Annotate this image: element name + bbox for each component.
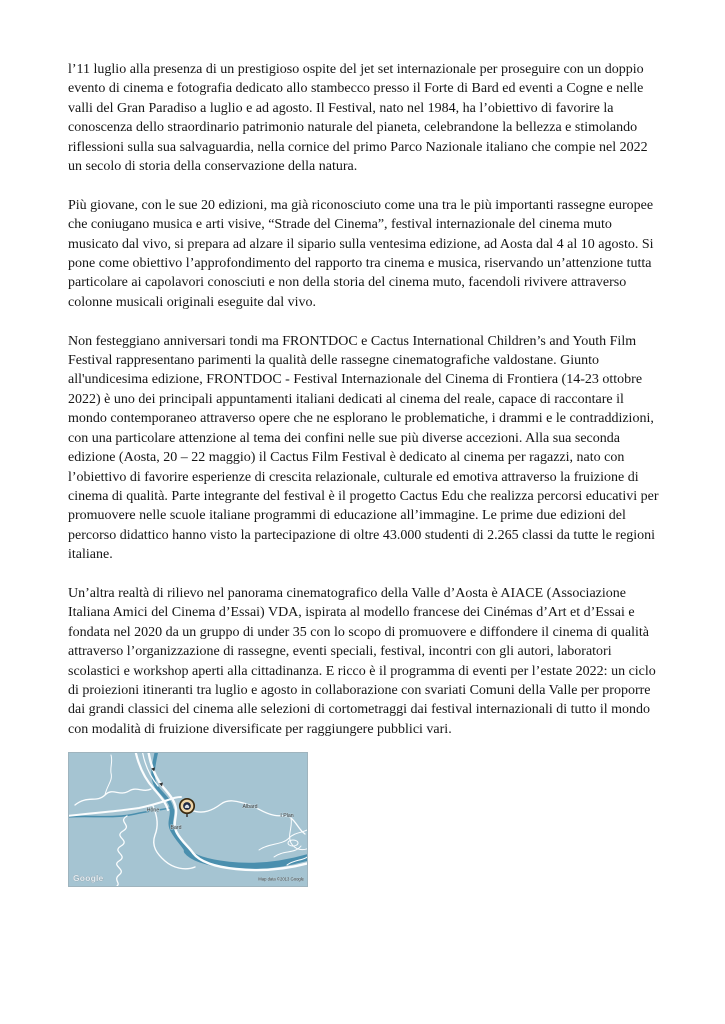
google-logo-icon: Google bbox=[73, 873, 104, 883]
map-image[interactable] bbox=[68, 752, 308, 887]
map-label-albard: Albard bbox=[242, 804, 258, 810]
map-attribution: Map data ©2013 Google bbox=[258, 876, 304, 882]
paragraph-gran-paradiso-festival: l’11 luglio alla presenza di un prestigioso ospite del jet set internazionale per proseguire con un doppio evento di cinema e fotografia dedicato allo stambecco presso il Forte di Bard ed eventi a Cogne e nelle valli del Gran Paradiso a luglio e ad agosto. Il Festival, nato nel 1984, ha l’obiettivo di favorire la conoscenza dello straordinario patrimonio naturale del pianeta, celebrandone la bellezza e stimolando riflessioni sulla sua salvaguardia, nella cornice del primo Parco Nazionale italiano che compie nel 2022 un secolo di storia della conservazione della natura. bbox=[68, 62, 648, 175]
map-label-plan: I Plan bbox=[280, 813, 294, 819]
map-label-hone: Hône bbox=[146, 807, 160, 814]
map-label-bard: Bard bbox=[170, 825, 182, 831]
paragraph-aiace: Un’altra realtà di rilievo nel panorama cinematografico della Valle d’Aosta è AIACE (Associazione Italiana Amici del Cinema d’Essai) VDA, ispirata al modello francese dei Cinémas d’Art et d’Essai e fondata nel 2020 da un gruppo di under 35 con lo scopo di promuovere e diffondere il cinema di qualità attraverso l’organizzazione di rassegne, eventi speciali, festival, incontri con gli autori, laboratori scolastici e workshop aperti alla cittadinanza. E ricco è il programma di eventi per l’estate 2022: un ciclo di proiezioni itineranti tra luglio e agosto in collaborazione con svariati Comuni della Valle per proporre dai grandi classici del cinema alle selezioni di cortometraggi dai festival internazionali di tutto il mondo con modalità di fruizione diversificate per raggiungere pubblici vari. bbox=[68, 585, 656, 737]
map-svg bbox=[69, 753, 307, 886]
paragraph-frontdoc-cactus: Non festeggiano anniversari tondi ma FRONTDOC e Cactus International Children’s and Youth Film Festival rappresentano parimenti la qualità delle rassegne cinematografiche valdostane. Giunto all'undicesima edizione, FRONTDOC - Festival Internazionale del Cinema di Frontiera (14-23 ottobre 2022) è uno dei principali appuntamenti italiani dedicati al cinema del reale, capace di raccontare il mondo contemporaneo attraverso opere che ne esplorano le problematiche, i drammi e le contraddizioni, con una particolare attenzione al tema dei confini nelle sue più diverse accezioni. Alla sua seconda edizione (Aosta, 20 – 22 maggio) il Cactus Film Festival è dedicato al cinema per ragazzi, nato con l’obiettivo di favorire esperienze di crescita relazionale, culturale ed emotiva attraverso la fruizione di cinema di qualità. Parte integrante del festival è il progetto Cactus Edu che realizza percorsi educativi per promuovere nelle scuole italiane programmi di educazione all’immagine. Le prime due edizioni del percorso didattico hanno visto la partecipazione di oltre 43.000 studenti di 2.265 classi da tutte le regioni italiane. bbox=[68, 333, 659, 563]
paragraph-strade-del-cinema: Più giovane, con le sue 20 edizioni, ma già riconosciuto come una tra le più importanti rassegne europee che coniugano musica e arti visive, “Strade del Cinema”, festival internazionale del cinema muto musicato dal vivo, si prepara ad alzare il sipario sulla ventesima edizione, ad Aosta dal 4 al 10 agosto. Si pone come obiettivo l’approfondimento del rapporto tra cinema e musica, riservando un’attenzione tutta particolare ai capolavori conosciuti e non della storia del cinema muto, facendoli rivivere attraverso colonne musicali originali eseguite dal vivo. bbox=[68, 197, 654, 310]
document-body bbox=[68, 60, 660, 759]
